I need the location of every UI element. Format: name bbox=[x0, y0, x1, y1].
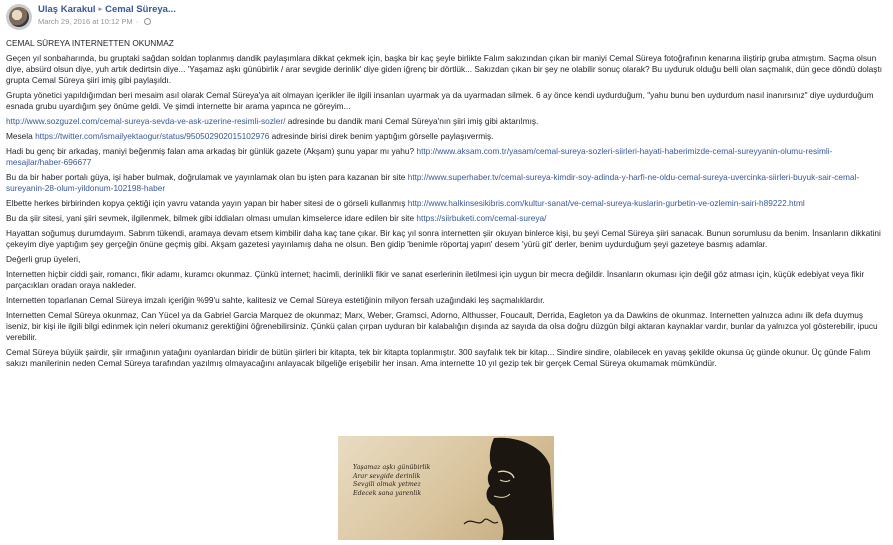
post-link[interactable]: http://www.superhaber.tv/cemal-sureya-kimdir-soy-adinda-y-harfi-ne-oldu-cemal-sureya-uvercinka-siirleri-buyuk-sair-cemal-sureyanin-28-olum-yildonum-102198-haber bbox=[6, 172, 860, 193]
globe-icon bbox=[144, 18, 151, 25]
paragraph-text: Grupta yönetici yapıldığımdan beri mesaim asıl olarak Cemal Süreya'ya ait olmayan içerikler ile ilgili insanları uyarmak ya da uyarmadan silmek. 6 ay önce kendi uydurduğum, "yahu bunu ben uydurdum nasıl inanırsınız" diye uydurduğum esnada grubu uyardığım şey önüme geldi. Ve şimdi internette bir arama yapınca ne göreyim... bbox=[6, 90, 874, 111]
caret-right-icon: ▸ bbox=[98, 6, 103, 13]
post-paragraph bbox=[6, 131, 884, 142]
post-header bbox=[6, 4, 176, 30]
paragraph-text: Internetten toparlanan Cemal Süreya imzalı içeriğin %99'u sahte, kalitesiz ve Cemal Süreya estetiğinin milyon fersah uzağındaki leş saçmalıklardır. bbox=[6, 295, 545, 305]
paragraph-text: Bu da şiir sitesi, yani şiiri sevmek, ilgilenmek, bilmek gibi iddiaları olması umulan kimselerce idare edilen bir site bbox=[6, 213, 417, 223]
post-image[interactable] bbox=[338, 436, 554, 540]
post-link[interactable]: https://siirbuketi.com/cemal-sureya/ bbox=[416, 213, 547, 223]
post-paragraph bbox=[6, 172, 884, 194]
paragraph-text: Cemal Süreya büyük şairdir, şiir ırmağının yatağını oyanlardan biridir de bütün şiirleri bir kitapta, tek bir kitapta toplanmıştır. 300 sayfalık tek bir kitap... Sindire sindire, olabilecek en yavaş şekilde okunsa üç günde okunur. Üç günde Falım sakızı manilerinin neden Cemal Süreya tarafından yazılmış olmayacağını anlayacak bilgeliğe erişebilir her insan. Ama internette 10 yıl gezip tek bir gerçek Cemal Süreya okumamak mümkündür. bbox=[6, 347, 871, 368]
author-name[interactable]: Ulaş Karakul bbox=[38, 4, 96, 15]
paragraph-text: Bu da bir haber portalı güya, işi haber bulmak, doğrulamak ve yayınlamak olan bu işten para kazanan bir site bbox=[6, 172, 408, 182]
post-paragraph bbox=[6, 269, 884, 291]
paragraph-text: Geçen yıl sonbaharında, bu gruptaki sağdan soldan toplanmış dandik paylaşımlara dikkat çekmek için, başka bir kaç şeyle birlikte Falım sakızından çıkan bir maniyi Cemal Süreya fotoğrafının kenarına iliştirip gruba atmıştım. Saçma olsun diye, absürd olsun diye, yuh artık dedirtsin diye... 'Yaşamaz aşkı günübirlik / arar sevgide derinlik' diye giden iğrenç bir dörtlük... Sakızdan çıkan bir şey ne olabilir sonuç olarak? Bu uyduruk olduğu belli olan saçmalık, dün gece döndü dolaştı grupta Cemal Süreya şiiri imiş gibi paylaşıldı. bbox=[6, 53, 883, 85]
post-timestamp[interactable]: March 29, 2016 at 10:12 PM bbox=[38, 17, 133, 26]
paragraph-text: adresinde birisi direk benim yaptığım görselle paylaşıvermiş. bbox=[269, 131, 494, 141]
post-paragraph bbox=[6, 254, 884, 265]
paragraph-text: adresinde bu dandik mani Cemal Süreya'nın şiiri imiş gibi aktarılmış. bbox=[285, 116, 539, 126]
paragraph-text: Internetten hiçbir ciddi şair, romancı, fikir adamı, kuramcı okunmaz. Çünkü internet; hacimli, derinlikli fikir ve sanat eserlerinin iletilmesi için uygun bir mecra değildir. İnsanların okuması için değil göz atması için, küçük edebiyat veya fikir parçacıkları oradan oraya nakleder. bbox=[6, 269, 865, 290]
post-paragraph bbox=[6, 90, 884, 112]
paragraph-text: Internetten Cemal Süreya okunmaz, Can Yücel ya da Gabriel Garcia Marquez de okunmaz; Marx, Weber, Gramsci, Adorno, Althusser, Foucault, Derrida, Eagleton ya da Dawkins de okunmaz. Internetten yalnızca adını ilk defa duymuş iseniz, bir kişi ile ilgili bilgi edinmek için neleri okumanız gerektiğini öğrenebilirsiniz. Çünkü çalan çırpan uyduran bir kalabalığın dışında az sayıda da olsa doğru düzgün bilgi aktaran kaynaklar vardır, bunlar da yalnızca yol gösterebilir, ipucu verebilir. bbox=[6, 310, 878, 342]
paragraph-text: Hayattan soğumuş durumdayım. Sabrım tükendi, aramaya devam etsem kimbilir daha kaç tane çıkar. Bir kaç yıl sonra internetten şiir okuyan binlerce kişi, bu şeyi Cemal Süreya şiiri sanacak. Bunun sorumlusu da benim. İnsanların dikkatini çekeyim diye yaptığım şey gerçeğin önüne geçmiş gibi. Akşam gazetesi yayınlamış daha ne olsun. Ben gidip 'benimle röportaj yapın' desem 'yürü git' derler, benim uydurduğum şeyi gazeteye basmış adamlar. bbox=[6, 228, 881, 249]
post-link[interactable]: http://www.aksam.com.tr/yasam/cemal-sureya-sozleri-siirleri-hayati-haberimizde-cemal-sureyyanin-olumu-resimli-mesajlar/haber-696677 bbox=[6, 146, 833, 167]
group-name[interactable]: Cemal Süreya... bbox=[105, 4, 176, 15]
paragraph-text: Değerli grup üyeleri, bbox=[6, 254, 81, 264]
separator-dot: · bbox=[135, 17, 139, 26]
post-paragraph bbox=[6, 347, 884, 369]
post-paragraphs bbox=[6, 53, 884, 369]
poem-line: Sevgili olmak yetmez bbox=[353, 481, 421, 488]
post-paragraph bbox=[6, 53, 884, 86]
post-paragraph bbox=[6, 310, 884, 343]
post-subline bbox=[38, 16, 176, 27]
post-paragraph bbox=[6, 213, 884, 224]
post-link[interactable]: http://www.halkinsesikibris.com/kultur-sanat/ve-cemal-sureya-kuslarin-gurbetin-ve-ozlemin-sairi-h89222.html bbox=[407, 198, 805, 208]
author-line bbox=[38, 4, 176, 16]
poem-line: Edecek sana yarenlik bbox=[353, 489, 422, 497]
post-meta bbox=[38, 4, 176, 27]
post-paragraph bbox=[6, 116, 884, 127]
poem-line: Arar sevgide derinlik bbox=[353, 472, 421, 480]
portrait-illustration bbox=[454, 436, 554, 540]
poem-line: Yaşamaz aşkı günübirlik bbox=[353, 464, 431, 471]
post-paragraph bbox=[6, 146, 884, 168]
paragraph-text: Mesela bbox=[6, 131, 36, 141]
image-poem bbox=[353, 464, 463, 498]
post-title: CEMAL SÜREYA INTERNETTEN OKUNMAZ bbox=[6, 38, 174, 48]
paragraph-text: Elbette herkes birbirinden kopya çektiği için yavru vatanda yayın yapan bir haber sitesi de o görseli kullanmış bbox=[6, 198, 408, 208]
post-paragraph bbox=[6, 228, 884, 250]
paragraph-text: Hadi bu genç bir arkadaş, maniyi beğenmiş falan ama arkadaş bir günlük gazete (Akşam) şunu yapar mı yahu? bbox=[6, 146, 417, 156]
post-body bbox=[6, 38, 884, 373]
post-link[interactable]: https://twitter.com/ismailyektaogur/status/950502902015102976 bbox=[35, 131, 270, 141]
avatar[interactable] bbox=[6, 4, 32, 30]
post-paragraph bbox=[6, 295, 884, 306]
post-paragraph bbox=[6, 198, 884, 209]
post-link[interactable]: http://www.sozguzel.com/cemal-sureya-sevda-ve-ask-uzerine-resimli-sozler/ bbox=[6, 116, 286, 126]
